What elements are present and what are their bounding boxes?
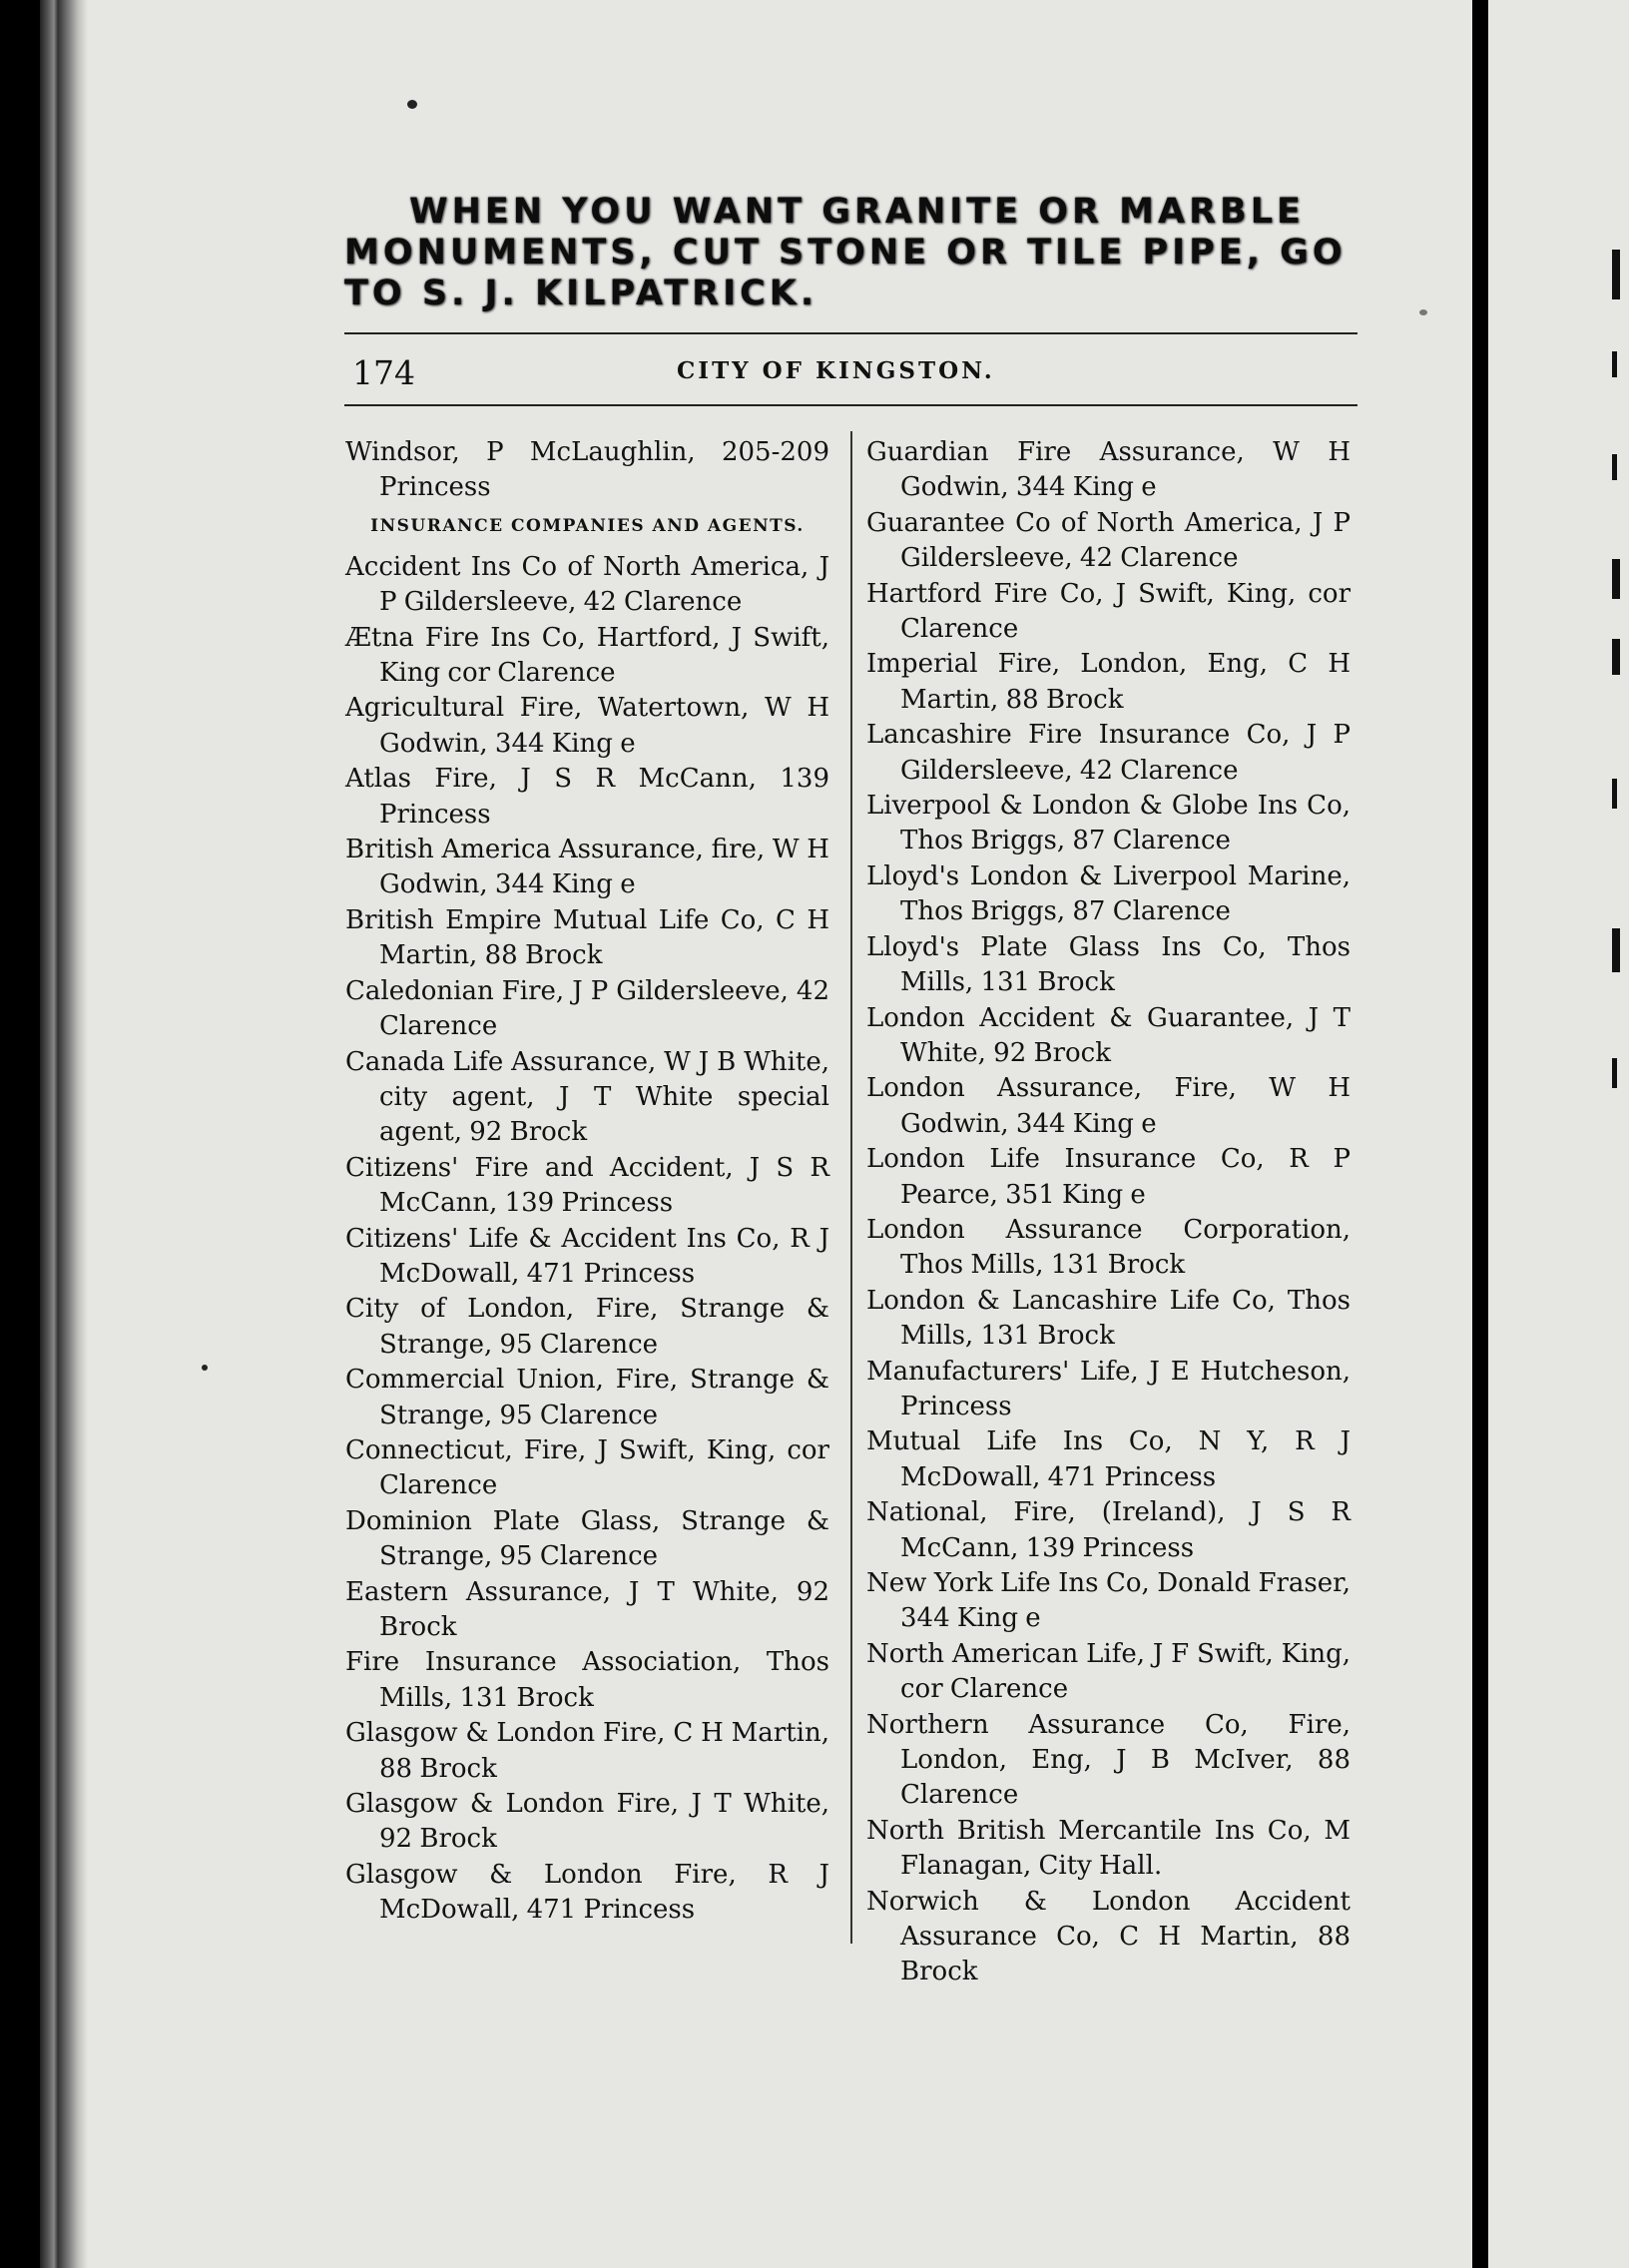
column-divider	[850, 431, 852, 1944]
header-rule-top	[344, 332, 1358, 334]
directory-entry: Canada Life Assurance, W J B White, city agent, J T White special agent, 92 Brock	[345, 1046, 829, 1148]
directory-entry: London & Lancashire Life Co, Thos Mills, 131 Brock	[866, 1285, 1351, 1352]
directory-entry: Imperial Fire, London, Eng, C H Martin, 88 Brock	[866, 649, 1351, 715]
directory-entry: Caledonian Fire, J P Gildersleeve, 42 Clarence	[345, 975, 829, 1042]
adjacent-text-fragment	[1612, 250, 1620, 299]
directory-entry: Citizens' Life & Accident Ins Co, R J McDowall, 471 Princess	[345, 1223, 829, 1289]
directory-entry: Ætna Fire Ins Co, Hartford, J Swift, King cor Clarence	[345, 622, 829, 689]
directory-entry: Glasgow & London Fire, R J McDowall, 471 Princess	[345, 1859, 829, 1926]
page-header	[344, 351, 1358, 401]
ad-line-3: TO S. J. KILPATRICK.	[344, 274, 818, 313]
page-gutter	[1472, 0, 1488, 2268]
adjacent-text-fragment	[1612, 454, 1617, 480]
binding-edge	[40, 0, 88, 2268]
directory-entry: Lancashire Fire Insurance Co, J P Gildersleeve, 42 Clarence	[866, 720, 1351, 786]
left-entry-list	[345, 550, 829, 1929]
running-head: CITY OF KINGSTON.	[677, 357, 995, 384]
directory-entry: Connecticut, Fire, J Swift, King, cor Clarence	[345, 1434, 829, 1501]
adjacent-page-edge	[1488, 0, 1629, 2268]
advertisement-banner	[344, 192, 1358, 314]
adjacent-text-fragment	[1612, 1058, 1617, 1088]
left-column	[345, 435, 829, 1929]
directory-entry: City of London, Fire, Strange & Strange, 95 Clarence	[345, 1294, 829, 1360]
right-column	[866, 435, 1351, 1990]
directory-entry: Hartford Fire Co, J Swift, King, cor Clarence	[866, 578, 1351, 645]
paper-page	[40, 0, 1472, 2268]
directory-entry: Manufacturers' Life, J E Hutcheson, Princess	[866, 1356, 1351, 1421]
directory-entry: Guardian Fire Assurance, W H Godwin, 344 King e	[866, 437, 1351, 503]
ink-speck	[202, 1365, 208, 1371]
directory-entry: Lloyd's Plate Glass Ins Co, Thos Mills, 131 Brock	[866, 931, 1351, 998]
directory-entry: Eastern Assurance, J T White, 92 Brock	[345, 1576, 829, 1642]
directory-entry: British America Assurance, fire, W H Godwin, 344 King e	[345, 835, 829, 900]
directory-entry: Fire Insurance Association, Thos Mills, 131 Brock	[345, 1647, 829, 1713]
directory-entry: London Assurance, Fire, W H Godwin, 344 King e	[866, 1073, 1351, 1139]
adjacent-text-fragment	[1612, 351, 1617, 377]
directory-entry: North American Life, J F Swift, King, cor Clarence	[866, 1638, 1351, 1705]
directory-entry: New York Life Ins Co, Donald Fraser, 344 King e	[866, 1568, 1351, 1634]
directory-entry: Lloyd's London & Liverpool Marine, Thos Briggs, 87 Clarence	[866, 860, 1351, 927]
directory-entry: North British Mercantile Ins Co, M Flanagan, City Hall.	[866, 1815, 1351, 1882]
directory-entry: London Assurance Corporation, Thos Mills, 131 Brock	[866, 1214, 1351, 1281]
ad-line-1: WHEN YOU WANT GRANITE OR MARBLE	[409, 192, 1305, 232]
adjacent-text-fragment	[1612, 639, 1620, 675]
header-rule-bottom	[344, 404, 1358, 406]
adjacent-text-fragment	[1612, 779, 1617, 809]
directory-entry: London Accident & Guarantee, J T White, 92 Brock	[866, 1002, 1351, 1068]
ink-speck	[1419, 309, 1427, 315]
directory-entry: London Life Insurance Co, R P Pearce, 351 King e	[866, 1144, 1351, 1210]
directory-entry: Atlas Fire, J S R McCann, 139 Princess	[345, 764, 829, 830]
directory-entry: National, Fire, (Ireland), J S R McCann, 139 Princess	[866, 1497, 1351, 1563]
directory-entry: Windsor, P McLaughlin, 205-209 Princess	[345, 437, 829, 503]
directory-entry: Agricultural Fire, Watertown, W H Godwin, 344 King e	[345, 693, 829, 759]
directory-entry: Northern Assurance Co, Fire, London, Eng, J B McIver, 88 Clarence	[866, 1709, 1351, 1811]
section-heading: INSURANCE COMPANIES AND AGENTS.	[370, 515, 805, 536]
right-entry-list	[866, 435, 1351, 1990]
page-number: 174	[352, 353, 415, 392]
directory-entry: Guarantee Co of North America, J P Gildersleeve, 42 Clarence	[866, 507, 1351, 574]
directory-entry: Norwich & London Accident Assurance Co, C H Martin, 88 Brock	[866, 1886, 1351, 1987]
directory-entry: Commercial Union, Fire, Strange & Strange, 95 Clarence	[345, 1365, 829, 1430]
directory-entry: British Empire Mutual Life Co, C H Martin, 88 Brock	[345, 904, 829, 971]
directory-entry: Glasgow & London Fire, J T White, 92 Brock	[345, 1789, 829, 1855]
directory-entry: Mutual Life Ins Co, N Y, R J McDowall, 471 Princess	[866, 1426, 1351, 1492]
ink-speck	[407, 100, 417, 109]
directory-entry: Accident Ins Co of North America, J P Gildersleeve, 42 Clarence	[345, 551, 829, 618]
directory-entry: Liverpool & London & Globe Ins Co, Thos Briggs, 87 Clarence	[866, 791, 1351, 856]
directory-entry: Glasgow & London Fire, C H Martin, 88 Brock	[345, 1718, 829, 1784]
ad-line-2: MONUMENTS, CUT STONE OR TILE PIPE, GO	[344, 233, 1347, 273]
directory-entry: Dominion Plate Glass, Strange & Strange, 95 Clarence	[345, 1505, 829, 1572]
adjacent-text-fragment	[1612, 928, 1620, 972]
directory-entry: Citizens' Fire and Accident, J S R McCann, 139 Princess	[345, 1152, 829, 1219]
adjacent-text-fragment	[1612, 559, 1620, 599]
